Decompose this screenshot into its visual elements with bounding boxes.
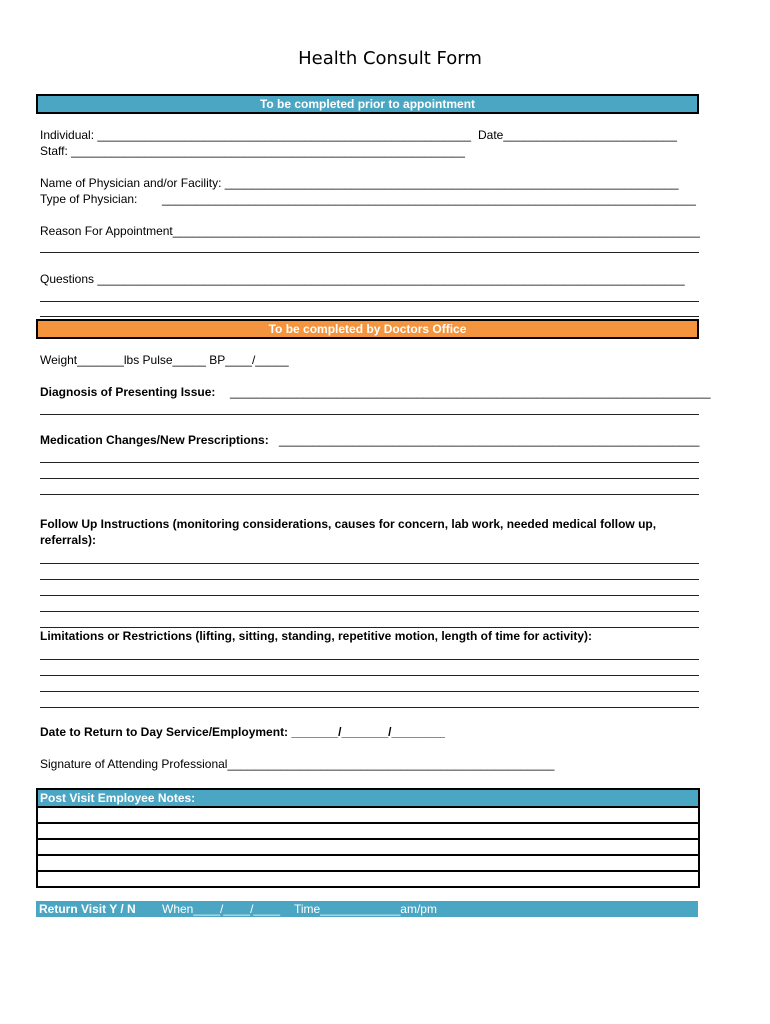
- medication-line[interactable]: [40, 462, 699, 463]
- questions-line[interactable]: [40, 301, 699, 302]
- return-date-field[interactable]: Date to Return to Day Service/Employment: _______/_______/________: [40, 725, 445, 739]
- return-visit-when[interactable]: When____/____/____: [162, 902, 281, 916]
- signature-field[interactable]: Signature of Attending Professional_________________________________________________: [40, 757, 555, 771]
- medication-line[interactable]: [40, 494, 699, 495]
- followup-line[interactable]: [40, 595, 699, 596]
- limitations-line[interactable]: [40, 691, 699, 692]
- medication-line[interactable]: [40, 478, 699, 479]
- notes-box: [36, 788, 700, 888]
- doctors-office-banner: To be completed by Doctors Office: [36, 319, 699, 339]
- limitations-line[interactable]: [40, 707, 699, 708]
- reason-field[interactable]: Reason For Appointment_______________________________________________________________________________: [40, 224, 700, 238]
- followup-label-cont: referrals):: [40, 533, 97, 547]
- physician-type-label: Type of Physician:: [40, 192, 138, 206]
- return-visit-label[interactable]: Return Visit Y / N: [39, 902, 136, 916]
- questions-field[interactable]: Questions ________________________________________________________________________________________: [40, 272, 685, 286]
- notes-line[interactable]: [38, 838, 698, 840]
- form-title: Health Consult Form: [298, 48, 482, 69]
- followup-line[interactable]: [40, 627, 699, 628]
- limitations-label: Limitations or Restrictions (lifting, sitting, standing, repetitive motion, length of time for activity):: [40, 629, 593, 643]
- questions-line[interactable]: [40, 316, 699, 317]
- vitals-field[interactable]: Weight_______lbs Pulse_____ BP____/_____: [40, 353, 289, 367]
- individual-field[interactable]: Individual: ________________________________________________________: [40, 128, 472, 142]
- limitations-line[interactable]: [40, 659, 699, 660]
- physician-type-field[interactable]: ________________________________________________________________________________: [162, 192, 696, 206]
- diagnosis-line[interactable]: [40, 414, 699, 415]
- notes-line[interactable]: [38, 854, 698, 856]
- prior-appointment-banner: To be completed prior to appointment: [36, 94, 699, 114]
- medication-field[interactable]: _______________________________________________________________: [279, 433, 700, 447]
- staff-field[interactable]: Staff: ___________________________________________________________: [40, 144, 465, 158]
- diagnosis-label: Diagnosis of Presenting Issue:: [40, 385, 216, 399]
- followup-label: Follow Up Instructions (monitoring considerations, causes for concern, lab work, needed medical follow up,: [40, 517, 657, 531]
- notes-line[interactable]: [38, 806, 698, 808]
- followup-line[interactable]: [40, 579, 699, 580]
- date-field[interactable]: Date__________________________: [478, 128, 677, 142]
- diagnosis-field[interactable]: ________________________________________________________________________: [230, 385, 711, 399]
- notes-header: Post Visit Employee Notes:: [38, 790, 698, 806]
- followup-line[interactable]: [40, 611, 699, 612]
- notes-line[interactable]: [38, 822, 698, 824]
- return-visit-bar: [36, 901, 698, 917]
- medication-label: Medication Changes/New Prescriptions:: [40, 433, 269, 447]
- reason-line[interactable]: [40, 252, 699, 253]
- return-visit-time[interactable]: Time____________am/pm: [294, 902, 437, 916]
- limitations-line[interactable]: [40, 675, 699, 676]
- followup-line[interactable]: [40, 563, 699, 564]
- notes-line[interactable]: [38, 870, 698, 872]
- physician-name-field[interactable]: Name of Physician and/or Facility: ____________________________________________________________________: [40, 176, 679, 190]
